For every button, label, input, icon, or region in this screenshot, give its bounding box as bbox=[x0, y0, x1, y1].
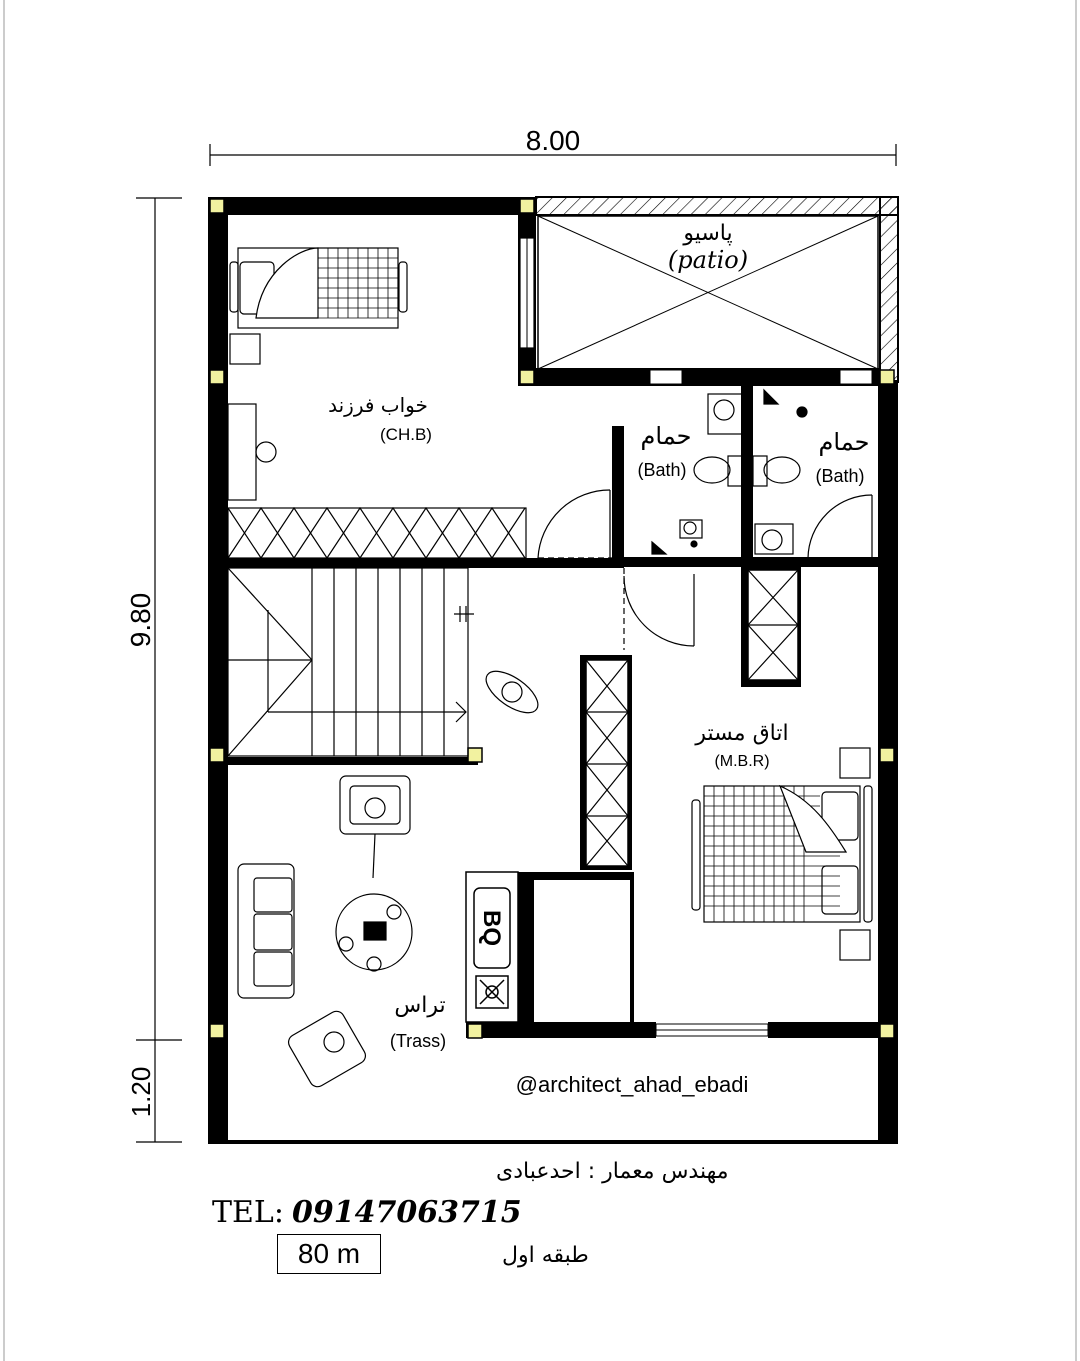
dimension-depth-main-label: 9.80 bbox=[125, 592, 156, 648]
child-bedroom-label-en: (CH.B) bbox=[380, 425, 432, 444]
bath-1-label-en: (Bath) bbox=[637, 460, 687, 480]
patio-label-en: (patio) bbox=[667, 246, 749, 274]
patio bbox=[518, 216, 880, 386]
bath-2-fixtures bbox=[753, 390, 807, 554]
doors bbox=[538, 490, 878, 650]
child-bed-icon bbox=[230, 248, 407, 364]
dimension-depth-terrace-label: 1.20 bbox=[126, 1066, 156, 1118]
armchair-icon bbox=[340, 776, 410, 878]
child-bedroom-label-fa: خواب فرزند bbox=[328, 393, 428, 417]
round-table-icon bbox=[336, 894, 412, 971]
area-label: 80 m bbox=[297, 1238, 361, 1269]
tel-label: TEL: bbox=[212, 1195, 284, 1230]
dimension-left bbox=[125, 198, 182, 1142]
dimension-width-label: 8.00 bbox=[525, 125, 581, 156]
lounge-chair-icon bbox=[286, 1008, 369, 1089]
person-icon bbox=[479, 663, 544, 720]
sofa-icon bbox=[238, 864, 294, 998]
bbq-counter bbox=[466, 872, 518, 1022]
master-bedroom-label-fa: اتاق مستر bbox=[695, 721, 789, 746]
bath-1-label-fa: حمام bbox=[640, 422, 692, 450]
patio-window-bottom bbox=[650, 370, 682, 384]
bath-2-label-en: (Bath) bbox=[815, 466, 865, 486]
watermark-handle: @architect_ahad_ebadi bbox=[515, 1072, 749, 1097]
bbq-label: BQ bbox=[478, 910, 505, 946]
tel-number: 09147063715 bbox=[292, 1195, 522, 1230]
patio-label-fa: پاسیو bbox=[683, 221, 733, 246]
terrace-label-fa: تراس bbox=[394, 993, 446, 1018]
area-box bbox=[277, 1234, 381, 1274]
dimension-top bbox=[210, 125, 896, 166]
bath-2-label-fa: حمام bbox=[818, 428, 870, 456]
floor-label: طبقه اول bbox=[502, 1243, 589, 1268]
master-bedroom-label-en: (M.B.R) bbox=[714, 753, 770, 770]
master-bed-icon bbox=[692, 748, 872, 960]
desk-chair-icon bbox=[228, 404, 276, 500]
wardrobe-child bbox=[228, 508, 526, 558]
sliding-door-mbr bbox=[656, 1024, 768, 1036]
architect-credit: مهندس معمار : احدعبادی bbox=[496, 1159, 729, 1184]
interior-walls bbox=[228, 384, 880, 1038]
terrace-label-en: (Trass) bbox=[389, 1031, 447, 1051]
staircase bbox=[228, 568, 474, 756]
